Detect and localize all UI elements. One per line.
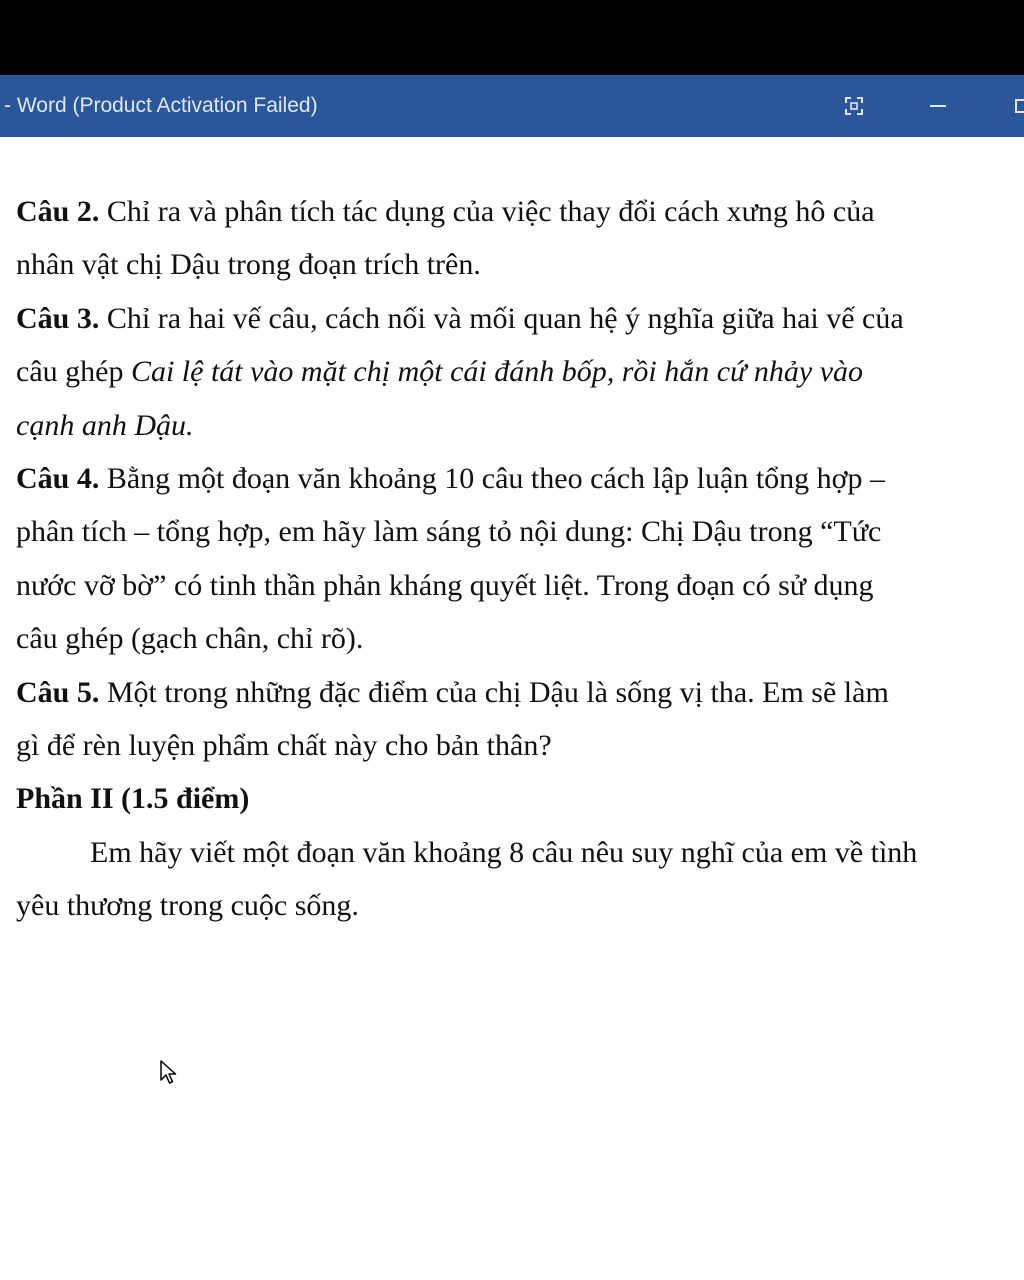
question-5-line-1 <box>16 666 1024 719</box>
question-2-text: Chỉ ra và phân tích tác dụng của việc thay đổi cách xưng hô của <box>99 195 875 228</box>
question-4-label: Câu 4. <box>16 461 100 495</box>
question-4-line-1 <box>16 452 1024 505</box>
window-title: - Word (Product Activation Failed) <box>4 94 318 117</box>
question-5-label: Câu 5. <box>16 675 100 709</box>
question-3-line-2 <box>16 345 1024 398</box>
question-3-plain: câu ghép <box>16 355 131 389</box>
part-2-line-1: Em hãy viết một đoạn văn khoảng 8 câu nêu suy nghĩ của em về tình <box>90 835 918 869</box>
question-2-line-2: nhân vật chị Dậu trong đoạn trích trên. <box>16 248 481 282</box>
question-3-quote: Cai lệ tát vào mặt chị một cái đánh bốp, rồi hắn cứ nhảy vào <box>130 355 864 389</box>
maximize-button[interactable] <box>994 75 1024 137</box>
minimize-button[interactable] <box>910 75 966 137</box>
question-5-text: Một trong những đặc điểm của chị Dậu là sống vị tha. Em sẽ làm <box>99 675 889 709</box>
part-2-line-2: yêu thương trong cuộc sống. <box>16 889 359 923</box>
part-2-heading: Phần II (1.5 điểm) <box>16 782 250 816</box>
question-5-line-2: gì để rèn luyện phẩm chất này cho bản thân? <box>16 728 552 762</box>
focus-mode-icon <box>844 96 864 116</box>
question-3-line-3: cạnh anh Dậu. <box>16 408 194 442</box>
top-black-bar <box>0 0 1024 75</box>
question-3-label: Câu 3. <box>16 301 100 335</box>
document-page[interactable] <box>0 137 1024 1280</box>
focus-mode-button[interactable] <box>826 75 882 137</box>
question-4-line-2: phân tích – tổng hợp, em hãy làm sáng tỏ nội dung: Chị Dậu trong “Tức <box>16 515 882 549</box>
question-4-line-3: nước vỡ bờ” có tinh thần phản kháng quyết liệt. Trong đoạn có sử dụng <box>16 568 874 602</box>
mouse-pointer-icon <box>160 1060 178 1086</box>
question-3-line-1 <box>16 292 1024 345</box>
question-2-label: Câu 2. <box>16 195 100 228</box>
title-bar[interactable] <box>0 75 1024 137</box>
question-4-line-4: câu ghép (gạch chân, chỉ rõ). <box>16 622 364 656</box>
minimize-icon <box>930 105 946 107</box>
question-3-text: Chỉ ra hai vế câu, cách nối và mối quan hệ ý nghĩa giữa hai vế của <box>99 301 904 335</box>
question-4-text: Bằng một đoạn văn khoảng 10 câu theo cách lập luận tổng hợp – <box>99 461 886 495</box>
maximize-icon <box>1015 99 1024 113</box>
document-body[interactable] <box>16 185 1024 932</box>
question-2-line-1 <box>16 185 1024 238</box>
